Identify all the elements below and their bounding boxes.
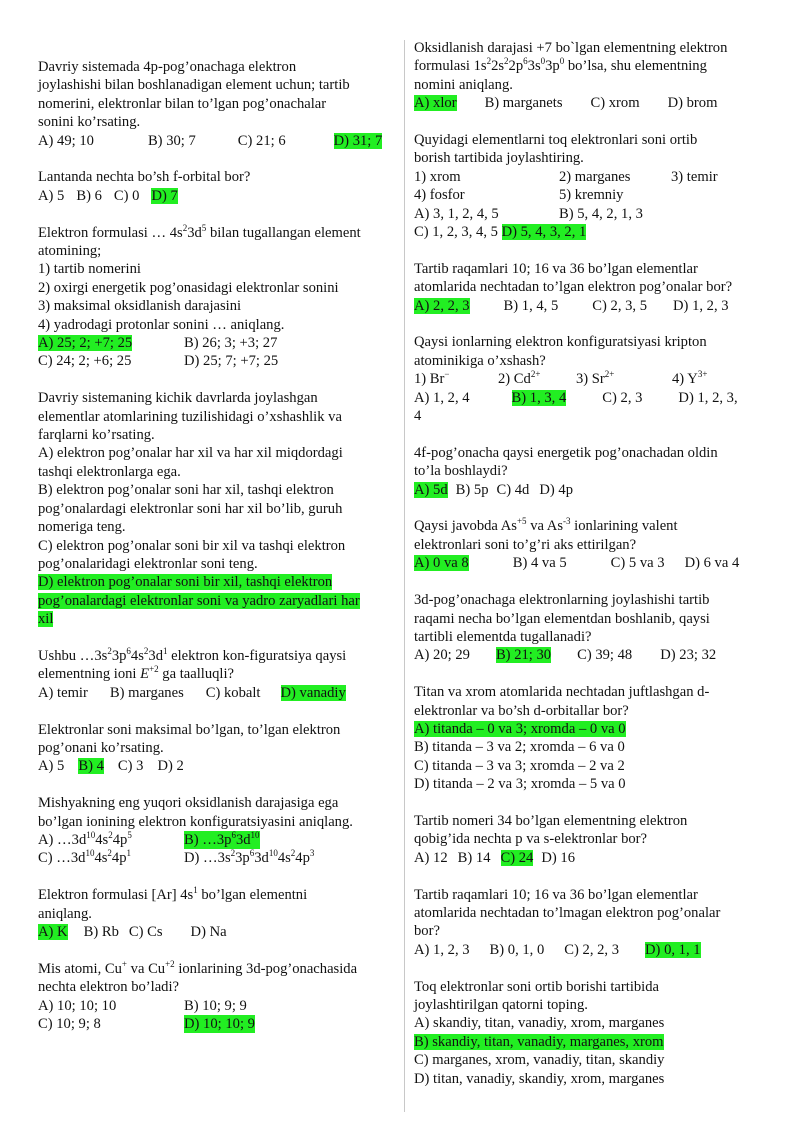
question-text: joylashishi bilan boshlanadigan element uchun; tartib xyxy=(38,77,350,94)
option-d: D) 6 va 4 xyxy=(684,555,740,572)
list-item: 3) $Sr^{2+}$ xyxy=(576,369,615,388)
option-d-correct: D) 31; 7 xyxy=(333,132,383,149)
question-text: 3d-pog’onachaga elektronlarning joylashishi tartib xyxy=(414,592,710,609)
option-a: A) 5 xyxy=(38,187,65,204)
option-d: D) 1, 2, 3, xyxy=(678,389,738,406)
option-c: C) kobalt xyxy=(205,684,261,701)
option-d-correct: D) elektron pog’onalar soni bir xil, tashqi elektron xyxy=(38,574,333,591)
option-d-correct: pog’onalardagi elektronlar soni va yadro zaryadlari har xyxy=(38,592,360,609)
question-text: farqlarni ko’rsating. xyxy=(38,427,155,444)
option-d-correct: D) vanadiy xyxy=(280,684,346,701)
option-a: A) 5 xyxy=(38,758,65,775)
option-a-correct: A) 5d xyxy=(414,481,448,498)
question-text: atomlarida nechtadan to’lgan elektron pog’onalar bor? xyxy=(414,279,733,296)
question-20 xyxy=(414,978,770,1088)
option-d-correct: xil xyxy=(38,611,54,628)
option-a: A) 20; 29 xyxy=(414,647,470,664)
option-b: B) marganets xyxy=(484,95,563,112)
question-text: atomining; xyxy=(38,243,102,260)
question-1 xyxy=(38,58,398,150)
option-b: B) elektron pog’onalar soni har xil, tashqi elektron xyxy=(38,482,334,499)
question-5 xyxy=(38,647,398,702)
question-text: Davriy sistemada 4p-pog’onachaga elektron xyxy=(38,59,297,75)
question-15 xyxy=(414,517,770,572)
option-b: B) 5, 4, 2, 1, 3 xyxy=(559,205,643,222)
question-text: to’la boshlaydi? xyxy=(414,463,508,480)
option-a: A) 12 xyxy=(414,849,448,866)
question-text: Mis atomi, Cu+ va $Cu^{+2}$ ionlarining 3d-pog’onachasida xyxy=(38,958,358,977)
question-text: Elektron formulasi [Ar] $4s^1$ bo’lgan elementni xyxy=(38,885,308,904)
option-b-correct: B) 1, 3, 4 xyxy=(511,389,567,406)
option-b: B) Rb xyxy=(83,923,119,940)
option-d: D) $\dots 3s^23p^63d^{10}4s^24p^3$ xyxy=(184,848,315,867)
question-text: Quyidagi elementlarni toq elektronlari soni ortib xyxy=(414,132,698,149)
question-text: atomlarida nechtadan to’lmagan elektron pog’onalar xyxy=(414,904,721,921)
question-text: Titan va xrom atomlarida nechtadan juftlashgan d- xyxy=(414,684,710,701)
right-column xyxy=(414,39,770,1106)
list-item: 2) $Cd^{2+}$ xyxy=(498,369,541,388)
question-text: nechta elektron bo’ladi? xyxy=(38,979,180,996)
option-b: B) 6 xyxy=(76,187,102,204)
option-b: B) 4 va 5 xyxy=(512,555,567,572)
question-text: formulasi $1s^22s^22p^63s^03p^0$ bo’lsa, shu elementning xyxy=(414,56,707,75)
option-c: C) 2, 2, 3 xyxy=(564,941,620,958)
option-a-correct: A) K xyxy=(38,923,68,940)
option-c: C) 10; 9; 8 xyxy=(38,1016,101,1032)
option-a: A) 3, 1, 2, 4, 5 xyxy=(414,205,499,222)
question-6 xyxy=(38,721,398,776)
question-text: Oksidlanish darajasi +7 bo`lgan elementning elektron xyxy=(414,40,728,56)
option-a: A) 1, 2, 3 xyxy=(414,941,470,958)
question-text: Davriy sistemaning kichik davrlarda joylashgan xyxy=(38,390,318,407)
list-item: 1) tartib nomerini xyxy=(38,261,141,278)
option-d: D) 1, 2, 3 xyxy=(673,297,729,314)
question-text: atominikiga o’xshash? xyxy=(414,352,546,369)
question-text: Lantanda nechta bo’sh f-orbital bor? xyxy=(38,169,251,186)
question-text: raqami necha bo’lgan elementdan boshlanib, qaysi xyxy=(414,610,710,627)
question-19 xyxy=(414,886,770,960)
question-text: bor? xyxy=(414,923,440,940)
question-16 xyxy=(414,591,770,665)
option-a: A) $\dots 3d^{10}4s^24p^5$ xyxy=(38,829,132,848)
question-text: Ushbu $\dots 3s^23p^64s^23d^1$ elektron kon-figuratsiya qaysi xyxy=(38,645,347,664)
option-b: nomeriga teng. xyxy=(38,519,126,536)
question-text: Tartib raqamlari 10; 16 va 36 bo’lgan elementlar xyxy=(414,886,698,903)
option-d: D) titanda – 2 va 3; xromda – 5 va 0 xyxy=(414,776,626,793)
option-b: B) 0, 1, 0 xyxy=(489,941,545,958)
question-17 xyxy=(414,683,770,793)
question-text: Tartib raqamlari 10; 16 va 36 bo’lgan elementlar xyxy=(414,260,698,277)
option-c-correct: C) 24 xyxy=(500,849,534,866)
option-d: 4 xyxy=(414,408,422,425)
question-text: sonini ko’rsating. xyxy=(38,114,141,131)
question-text: elementlar atomlarining tuzilishidagi o’xshashlik va xyxy=(38,408,342,425)
option-a: tashqi elektronlarga ega. xyxy=(38,463,181,480)
option-b: pog’onalardagi elektronlar soni har xil bo’lib, guruh xyxy=(38,500,343,517)
question-18 xyxy=(414,812,770,867)
option-c: C) elektron pog’onalar soni bir xil va tashqi elektron xyxy=(38,537,346,554)
option-b: B) 30; 7 xyxy=(147,132,196,149)
list-item: 1) Br− xyxy=(414,369,450,388)
option-d-correct: D) 0, 1, 1 xyxy=(645,941,701,958)
option-c: C) 1, 2, 3, 4, 5 xyxy=(414,224,498,241)
column-divider xyxy=(404,40,405,1112)
option-c: C) 2, 3, 5 xyxy=(592,297,648,314)
question-7 xyxy=(38,794,398,868)
question-text: qobig’ida nechta p va s-elektronlar bor? xyxy=(414,831,648,848)
option-b: B) 5p xyxy=(455,481,489,498)
option-a: A) 1, 2, 4 xyxy=(414,389,470,406)
question-3 xyxy=(38,224,398,371)
option-a-correct: A) 25; 2; +7; 25 xyxy=(38,335,133,352)
question-text: elektronlari soni to’g’ri aks ettirilgan? xyxy=(414,536,637,553)
question-text: Qaysi javobda $As^{+5}$ va $As^{-3}$ ionlarining valent xyxy=(414,516,678,535)
question-text: Mishyakning eng yuqori oksidlanish darajasiga ega xyxy=(38,795,339,812)
list-item: 4) yadrodagi protonlar sonini … aniqlang. xyxy=(38,316,285,333)
question-text: borish tartibida joylashtiring. xyxy=(414,150,584,167)
list-item: 4) $Y^{3+}$ xyxy=(672,369,708,388)
option-c: C) 0 xyxy=(113,187,140,204)
option-c: C) Cs xyxy=(128,923,163,940)
option-c: C) titanda – 3 va 3; xromda – 2 va 2 xyxy=(414,757,625,774)
option-a: A) elektron pog’onalar har xil va har xil miqdordagi xyxy=(38,445,343,462)
question-text: nomerini, elektronlar bilan to’lgan pog’onachalar xyxy=(38,95,327,112)
question-text: Qaysi ionlarning elektron konfiguratsiyasi kripton xyxy=(414,334,707,351)
question-4 xyxy=(38,389,398,628)
option-d: D) brom xyxy=(667,95,718,112)
question-8 xyxy=(38,886,398,941)
option-b: B) 14 xyxy=(457,849,491,866)
option-d: D) 2 xyxy=(157,758,184,775)
option-c: C) 24; 2; +6; 25 xyxy=(38,353,132,370)
question-text: elektronlar va bo’sh d-orbitallar bor? xyxy=(414,702,629,719)
list-item: 3) maksimal oksidlanish darajasini xyxy=(38,298,242,315)
option-a: A) skandiy, titan, vanadiy, xrom, marganes xyxy=(414,1015,665,1032)
question-text: aniqlang. xyxy=(38,905,92,922)
question-text: pog’onani ko’rsating. xyxy=(38,739,164,756)
option-c: C) 39; 48 xyxy=(577,647,633,664)
option-c: C) 3 xyxy=(117,758,144,775)
option-b: B) titanda – 3 va 2; xromda – 6 va 0 xyxy=(414,739,625,756)
option-d-correct: D) 7 xyxy=(151,187,178,204)
question-12 xyxy=(414,260,770,315)
question-14 xyxy=(414,444,770,499)
list-item: 4) fosfor xyxy=(414,187,465,204)
option-c: C) 5 va 3 xyxy=(610,555,665,572)
question-text: Elektron formulasi … $4s^23d^5$ bilan tugallangan element xyxy=(38,222,361,241)
option-d: D) Na xyxy=(190,923,227,940)
question-text: Toq elektronlar soni ortib borishi tartibida xyxy=(414,978,659,995)
option-c: C) xrom xyxy=(590,95,640,112)
list-item: 1) xrom xyxy=(414,168,461,185)
option-a: A) temir xyxy=(38,684,88,701)
question-9 xyxy=(38,960,398,1034)
question-text: Elektronlar soni maksimal bo’lgan, to’lgan elektron xyxy=(38,721,341,738)
question-text: bo’lgan ionining elektron konfiguratsiyasini aniqlang. xyxy=(38,813,353,830)
option-a-correct: A) 0 va 8 xyxy=(414,555,469,572)
option-a: A) 10; 10; 10 xyxy=(38,997,117,1014)
option-d: D) titan, vanadiy, skandiy, xrom, marganes xyxy=(414,1070,665,1087)
option-d-correct: D) 10; 10; 9 xyxy=(184,1016,255,1032)
question-text: nomini aniqlang. xyxy=(414,76,513,93)
option-c: C) 2, 3 xyxy=(602,389,643,406)
option-c: pog’onalaridagi elektronlar soni teng. xyxy=(38,555,258,572)
option-c: C) 21; 6 xyxy=(237,132,286,149)
left-column xyxy=(38,58,398,1052)
option-d: D) 4p xyxy=(539,481,573,498)
option-a-correct: A) titanda – 0 va 3; xromda – 0 va 0 xyxy=(414,720,626,737)
option-b-correct: B) skandiy, titan, vanadiy, marganes, xrom xyxy=(414,1033,664,1050)
option-d: D) 25; 7; +7; 25 xyxy=(184,353,279,370)
question-text: joylashtirilgan qatorni toping. xyxy=(414,996,588,1013)
option-b: B) 26; 3; +3; 27 xyxy=(184,335,278,352)
option-b: B) 10; 9; 9 xyxy=(184,997,247,1014)
question-2 xyxy=(38,168,398,205)
option-c: C) $\dots 3d^{10}4s^24p^1$ xyxy=(38,848,132,867)
question-text: 4f-pog’onacha qaysi energetik pog’onachadan oldin xyxy=(414,444,718,461)
question-text: Tartib nomeri 34 bo’lgan elementning elektron xyxy=(414,812,688,829)
option-d: D) 16 xyxy=(541,849,575,866)
question-11 xyxy=(414,131,770,241)
option-d-correct: D) 5, 4, 3, 2, 1 xyxy=(501,224,587,241)
question-13 xyxy=(414,333,770,425)
list-item: 3) temir xyxy=(671,168,718,185)
question-10 xyxy=(414,39,770,113)
option-b: B) marganes xyxy=(109,684,184,701)
option-c: C) marganes, xrom, vanadiy, titan, skandiy xyxy=(414,1052,665,1069)
list-item: 2) marganes xyxy=(559,168,631,185)
option-b-correct: B) $\dots 3p^63d^{10}$ xyxy=(184,829,260,848)
option-b-correct: B) 21; 30 xyxy=(495,647,552,664)
question-text: elementning ioni $E^{+2}$ ga taalluqli? xyxy=(38,664,235,683)
option-a: A) 49; 10 xyxy=(38,132,94,149)
option-d: D) 23; 32 xyxy=(660,647,717,664)
list-item: 5) kremniy xyxy=(559,187,624,204)
question-text: tartibli elementda tugallanadi? xyxy=(414,628,592,645)
option-a-correct: A) xlor xyxy=(414,95,457,112)
option-c: C) 4d xyxy=(496,481,530,498)
option-a-correct: A) 2, 2, 3 xyxy=(414,297,470,314)
option-b: B) 1, 4, 5 xyxy=(503,297,559,314)
option-b-correct: B) 4 xyxy=(78,758,104,775)
list-item: 2) oxirgi energetik pog’onasidagi elektronlar sonini xyxy=(38,279,339,296)
